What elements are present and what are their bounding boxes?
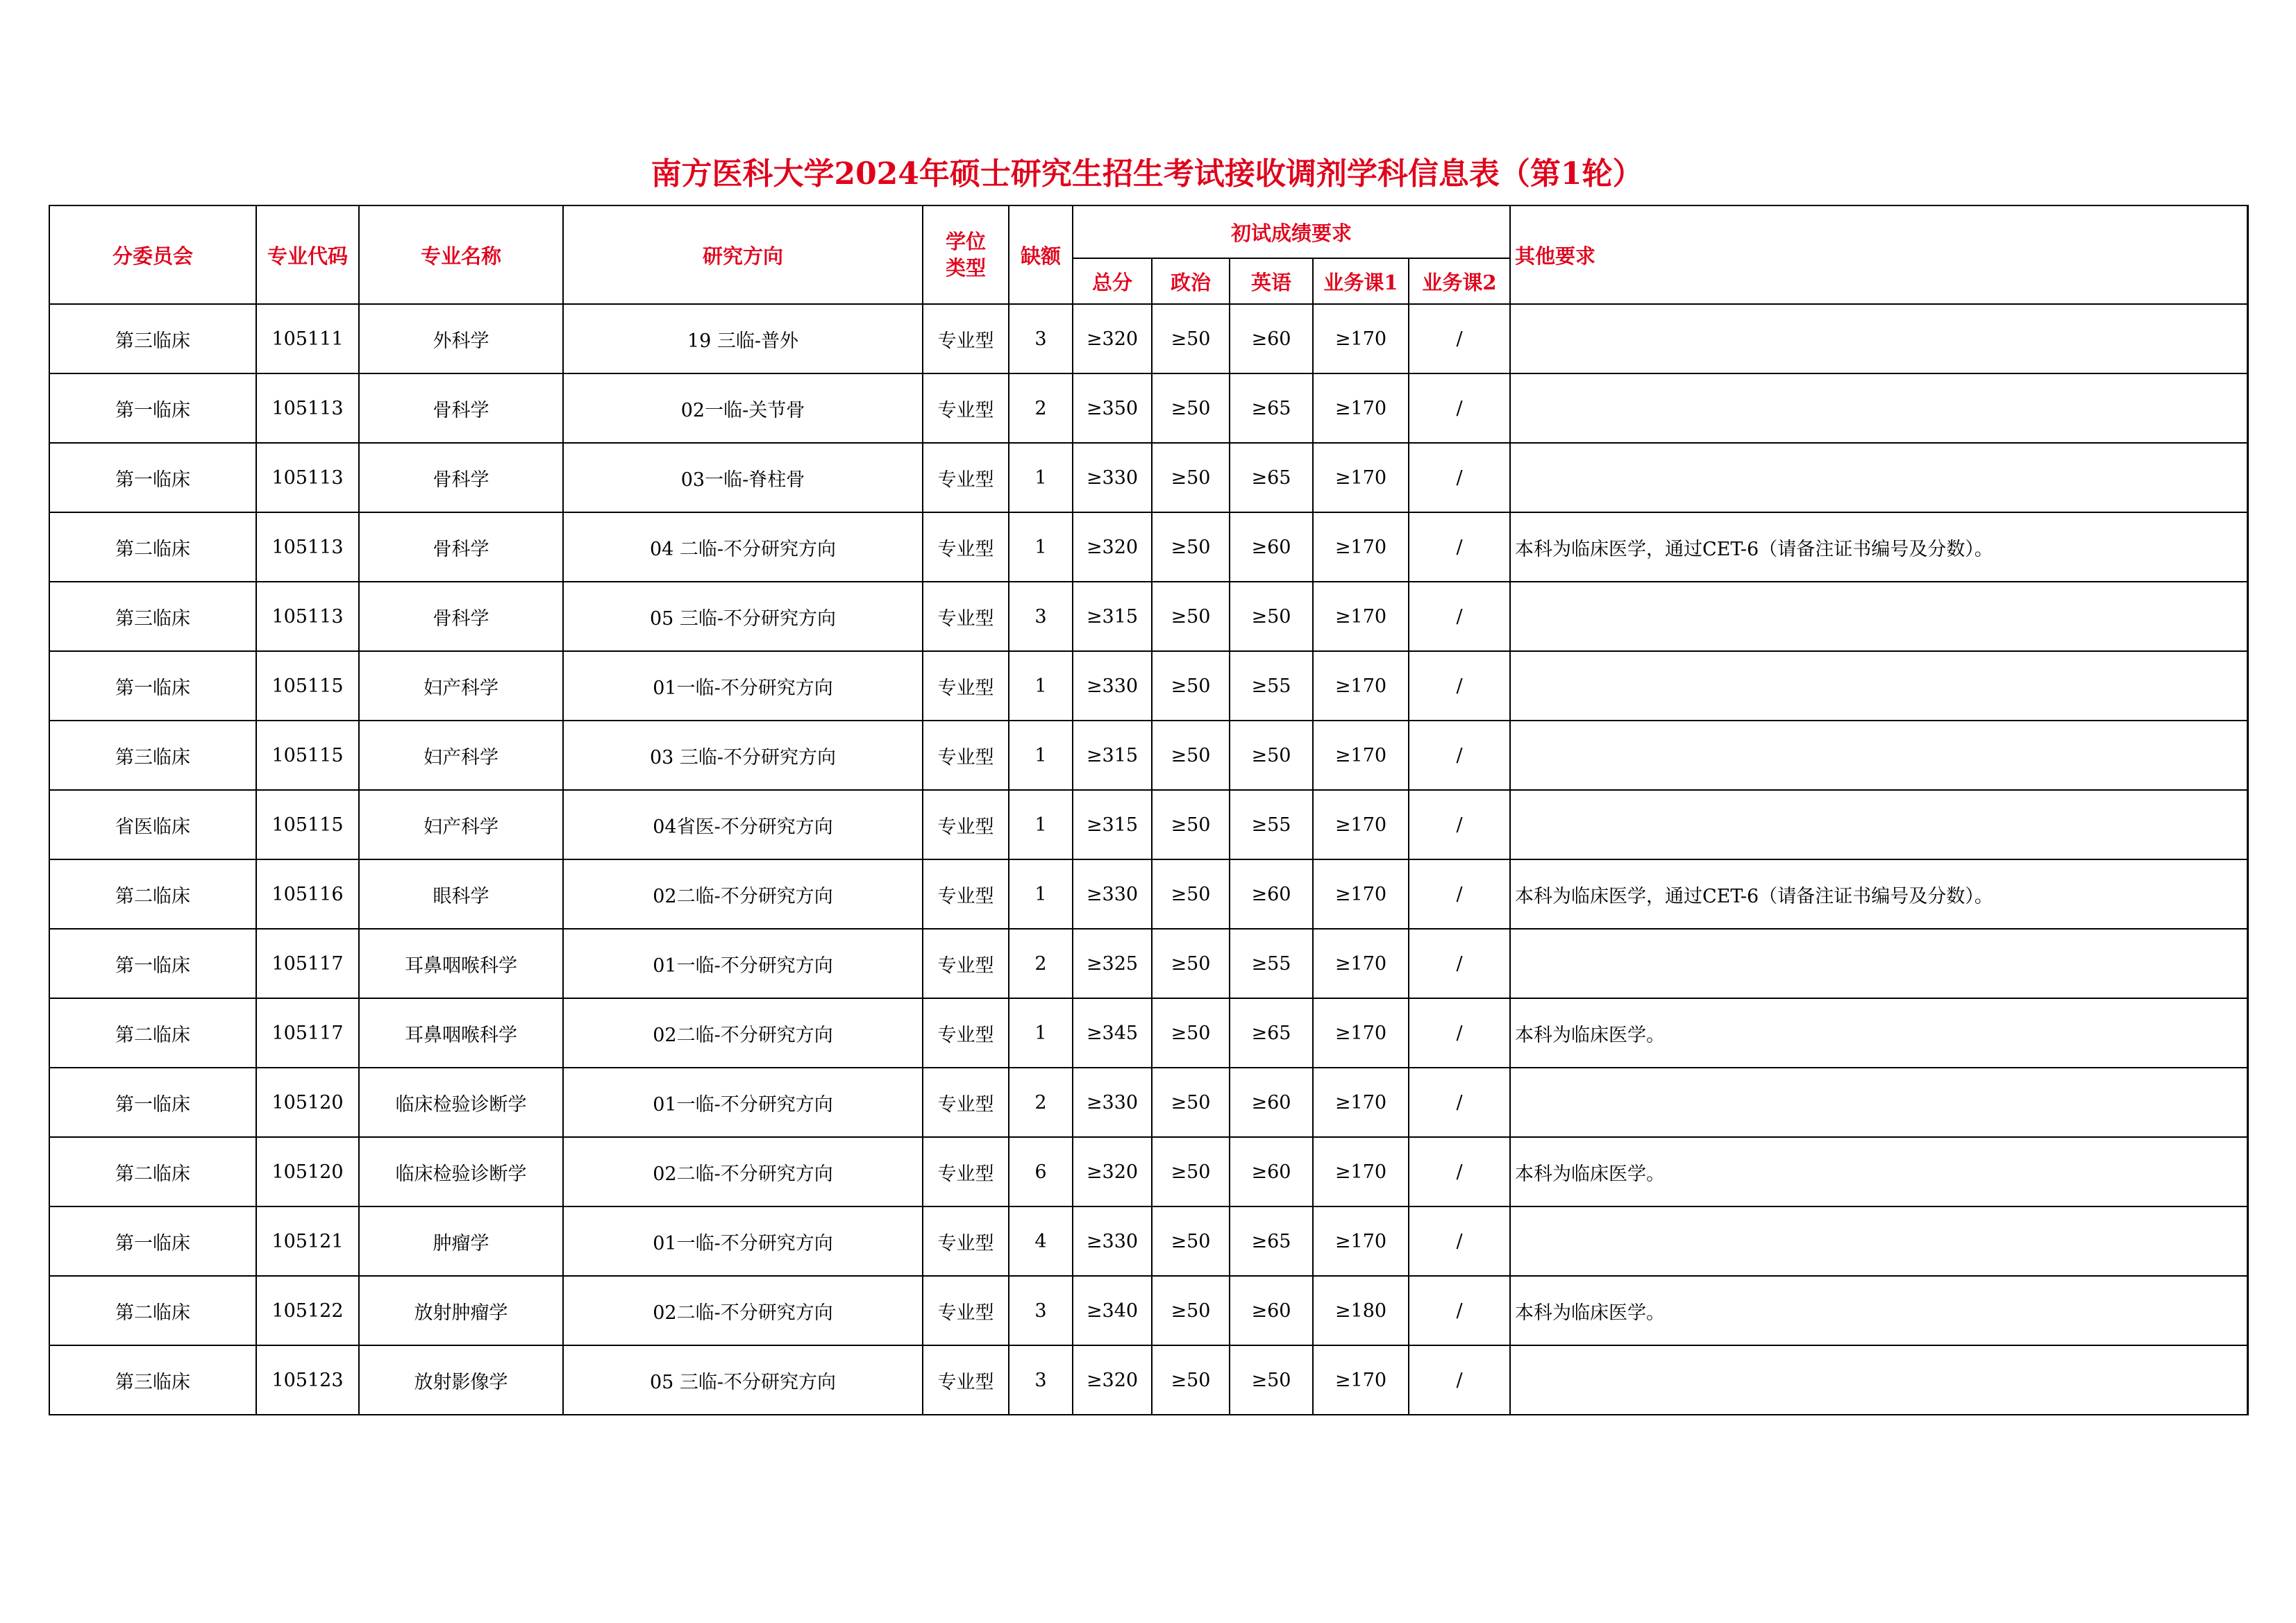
cell-course1-score: ≥170 [1313,1137,1409,1206]
cell-name: 放射肿瘤学 [359,1276,563,1345]
cell-course2-score: / [1409,1345,1510,1415]
cell-committee: 第三临床 [49,304,256,373]
cell-english-score: ≥50 [1230,721,1313,790]
cell-committee: 第三临床 [49,721,256,790]
cell-course2-score: / [1409,790,1510,859]
header-degree-type [923,205,1009,304]
cell-name: 妇产科学 [359,790,563,859]
cell-code: 105113 [256,582,359,651]
cell-other-requirements: 本科为临床医学，通过CET-6（请备注证书编号及分数）。 [1510,859,2247,929]
cell-english-score: ≥65 [1230,443,1313,512]
cell-total-score: ≥330 [1073,1068,1152,1137]
table-row [49,304,2247,373]
cell-course2-score: / [1409,1206,1510,1276]
cell-vacancy: 3 [1009,582,1073,651]
cell-committee: 第三临床 [49,582,256,651]
cell-direction: 02二临-不分研究方向 [563,1276,923,1345]
cell-politics-score: ≥50 [1152,651,1230,721]
cell-course1-score: ≥170 [1313,859,1409,929]
cell-committee: 第二临床 [49,512,256,582]
cell-course1-score: ≥170 [1313,304,1409,373]
cell-total-score: ≥320 [1073,1345,1152,1415]
cell-politics-score: ≥50 [1152,1068,1230,1137]
cell-politics-score: ≥50 [1152,1276,1230,1345]
cell-direction: 02二临-不分研究方向 [563,1137,923,1206]
cell-direction: 02二临-不分研究方向 [563,998,923,1068]
header-code: 专业代码 [256,205,359,304]
cell-total-score: ≥315 [1073,790,1152,859]
cell-total-score: ≥325 [1073,929,1152,998]
cell-course2-score: / [1409,998,1510,1068]
cell-direction: 04 二临-不分研究方向 [563,512,923,582]
cell-code: 105115 [256,721,359,790]
cell-course1-score: ≥170 [1313,443,1409,512]
cell-other-requirements [1510,929,2247,998]
cell-degree-type: 专业型 [923,1345,1009,1415]
cell-degree-type: 专业型 [923,1068,1009,1137]
cell-course2-score: / [1409,443,1510,512]
cell-code: 105113 [256,373,359,443]
cell-direction: 01一临-不分研究方向 [563,929,923,998]
header-score-group: 初试成绩要求 [1073,205,1510,258]
cell-politics-score: ≥50 [1152,1345,1230,1415]
cell-vacancy: 6 [1009,1137,1073,1206]
cell-name: 耳鼻咽喉科学 [359,929,563,998]
cell-total-score: ≥320 [1073,1137,1152,1206]
cell-politics-score: ≥50 [1152,443,1230,512]
cell-politics-score: ≥50 [1152,1137,1230,1206]
cell-english-score: ≥50 [1230,582,1313,651]
table-row [49,1206,2247,1276]
cell-other-requirements: 本科为临床医学。 [1510,1276,2247,1345]
cell-politics-score: ≥50 [1152,512,1230,582]
cell-total-score: ≥330 [1073,1206,1152,1276]
cell-course1-score: ≥170 [1313,1068,1409,1137]
cell-english-score: ≥65 [1230,373,1313,443]
header-degree-line1: 学位 [945,230,986,253]
cell-course2-score: / [1409,651,1510,721]
cell-course2-score: / [1409,304,1510,373]
cell-code: 105121 [256,1206,359,1276]
cell-politics-score: ≥50 [1152,721,1230,790]
cell-name: 肿瘤学 [359,1206,563,1276]
cell-course2-score: / [1409,1137,1510,1206]
cell-degree-type: 专业型 [923,721,1009,790]
cell-name: 耳鼻咽喉科学 [359,998,563,1068]
cell-committee: 第二临床 [49,1276,256,1345]
cell-direction: 02一临-关节骨 [563,373,923,443]
cell-course2-score: / [1409,582,1510,651]
cell-politics-score: ≥50 [1152,929,1230,998]
table-row [49,1276,2247,1345]
cell-code: 105113 [256,443,359,512]
cell-direction: 03 三临-不分研究方向 [563,721,923,790]
cell-english-score: ≥60 [1230,859,1313,929]
cell-code: 105120 [256,1068,359,1137]
cell-name: 骨科学 [359,373,563,443]
table-row [49,582,2247,651]
cell-other-requirements [1510,582,2247,651]
cell-degree-type: 专业型 [923,1137,1009,1206]
cell-degree-type: 专业型 [923,443,1009,512]
cell-english-score: ≥55 [1230,651,1313,721]
cell-total-score: ≥350 [1073,373,1152,443]
table-row [49,790,2247,859]
cell-total-score: ≥330 [1073,651,1152,721]
cell-english-score: ≥60 [1230,512,1313,582]
cell-code: 105111 [256,304,359,373]
cell-politics-score: ≥50 [1152,998,1230,1068]
cell-total-score: ≥320 [1073,304,1152,373]
cell-name: 骨科学 [359,582,563,651]
cell-course2-score: / [1409,373,1510,443]
cell-other-requirements [1510,304,2247,373]
cell-english-score: ≥60 [1230,1137,1313,1206]
cell-vacancy: 1 [1009,512,1073,582]
cell-name: 临床检验诊断学 [359,1068,563,1137]
cell-vacancy: 1 [1009,790,1073,859]
cell-vacancy: 4 [1009,1206,1073,1276]
table-row [49,651,2247,721]
cell-politics-score: ≥50 [1152,582,1230,651]
cell-name: 骨科学 [359,512,563,582]
cell-vacancy: 1 [1009,721,1073,790]
cell-code: 105123 [256,1345,359,1415]
cell-vacancy: 2 [1009,1068,1073,1137]
cell-vacancy: 3 [1009,304,1073,373]
cell-english-score: ≥50 [1230,1345,1313,1415]
header-committee: 分委员会 [49,205,256,304]
cell-other-requirements [1510,790,2247,859]
table-row [49,373,2247,443]
cell-english-score: ≥60 [1230,1276,1313,1345]
cell-direction: 05 三临-不分研究方向 [563,1345,923,1415]
cell-degree-type: 专业型 [923,651,1009,721]
cell-course1-score: ≥170 [1313,721,1409,790]
cell-degree-type: 专业型 [923,1206,1009,1276]
table-row [49,1345,2247,1415]
table-row [49,998,2247,1068]
cell-name: 临床检验诊断学 [359,1137,563,1206]
header-other: 其他要求 [1510,205,2247,304]
cell-total-score: ≥330 [1073,443,1152,512]
cell-total-score: ≥340 [1073,1276,1152,1345]
cell-course2-score: / [1409,512,1510,582]
cell-other-requirements [1510,443,2247,512]
cell-code: 105122 [256,1276,359,1345]
header-degree-line2: 类型 [945,256,986,280]
cell-total-score: ≥315 [1073,721,1152,790]
table-row [49,859,2247,929]
cell-other-requirements [1510,721,2247,790]
cell-code: 105116 [256,859,359,929]
cell-degree-type: 专业型 [923,790,1009,859]
cell-direction: 01一临-不分研究方向 [563,1068,923,1137]
cell-other-requirements [1510,373,2247,443]
cell-politics-score: ≥50 [1152,1206,1230,1276]
cell-committee: 第二临床 [49,859,256,929]
cell-committee: 第二临床 [49,1137,256,1206]
cell-committee: 第一临床 [49,651,256,721]
cell-committee: 第二临床 [49,998,256,1068]
cell-direction: 02二临-不分研究方向 [563,859,923,929]
cell-other-requirements [1510,1068,2247,1137]
cell-course2-score: / [1409,1276,1510,1345]
table-body [49,304,2247,1415]
cell-english-score: ≥60 [1230,1068,1313,1137]
cell-other-requirements [1510,651,2247,721]
cell-english-score: ≥55 [1230,929,1313,998]
cell-direction: 19 三临-普外 [563,304,923,373]
page-title: 南方医科大学2024年硕士研究生招生考试接收调剂学科信息表（第1轮） [651,156,1643,192]
cell-direction: 05 三临-不分研究方向 [563,582,923,651]
cell-degree-type: 专业型 [923,582,1009,651]
cell-committee: 第一临床 [49,443,256,512]
cell-committee: 第一临床 [49,929,256,998]
header-politics: 政治 [1152,258,1230,304]
cell-vacancy: 2 [1009,373,1073,443]
cell-degree-type: 专业型 [923,929,1009,998]
header-vacancy: 缺额 [1009,205,1073,304]
cell-course1-score: ≥170 [1313,998,1409,1068]
cell-name: 眼科学 [359,859,563,929]
cell-total-score: ≥320 [1073,512,1152,582]
cell-vacancy: 1 [1009,651,1073,721]
cell-other-requirements: 本科为临床医学。 [1510,1137,2247,1206]
cell-course2-score: / [1409,929,1510,998]
cell-code: 105115 [256,790,359,859]
cell-code: 105115 [256,651,359,721]
header-row-1 [49,205,2247,258]
cell-degree-type: 专业型 [923,373,1009,443]
cell-other-requirements: 本科为临床医学，通过CET-6（请备注证书编号及分数）。 [1510,512,2247,582]
cell-course1-score: ≥170 [1313,373,1409,443]
cell-degree-type: 专业型 [923,1276,1009,1345]
cell-vacancy: 1 [1009,998,1073,1068]
cell-direction: 03一临-脊柱骨 [563,443,923,512]
cell-degree-type: 专业型 [923,304,1009,373]
cell-other-requirements: 本科为临床医学。 [1510,998,2247,1068]
header-total: 总分 [1073,258,1152,304]
cell-vacancy: 3 [1009,1345,1073,1415]
cell-degree-type: 专业型 [923,512,1009,582]
table-row [49,512,2247,582]
adjustment-table [49,205,2249,1415]
cell-english-score: ≥60 [1230,304,1313,373]
cell-politics-score: ≥50 [1152,304,1230,373]
cell-name: 骨科学 [359,443,563,512]
cell-vacancy: 1 [1009,443,1073,512]
cell-total-score: ≥330 [1073,859,1152,929]
cell-politics-score: ≥50 [1152,790,1230,859]
cell-course1-score: ≥170 [1313,1206,1409,1276]
cell-code: 105117 [256,929,359,998]
cell-direction: 01一临-不分研究方向 [563,1206,923,1276]
cell-other-requirements [1510,1206,2247,1276]
cell-committee: 第一临床 [49,1206,256,1276]
cell-total-score: ≥345 [1073,998,1152,1068]
cell-english-score: ≥55 [1230,790,1313,859]
cell-course1-score: ≥170 [1313,790,1409,859]
cell-course1-score: ≥170 [1313,512,1409,582]
cell-course1-score: ≥170 [1313,582,1409,651]
cell-vacancy: 3 [1009,1276,1073,1345]
cell-english-score: ≥65 [1230,1206,1313,1276]
cell-politics-score: ≥50 [1152,373,1230,443]
cell-name: 妇产科学 [359,651,563,721]
cell-code: 105113 [256,512,359,582]
cell-other-requirements [1510,1345,2247,1415]
cell-direction: 01一临-不分研究方向 [563,651,923,721]
table-row [49,1068,2247,1137]
cell-committee: 第一临床 [49,373,256,443]
cell-english-score: ≥65 [1230,998,1313,1068]
cell-vacancy: 2 [1009,929,1073,998]
cell-code: 105120 [256,1137,359,1206]
cell-total-score: ≥315 [1073,582,1152,651]
cell-course1-score: ≥180 [1313,1276,1409,1345]
table-row [49,443,2247,512]
cell-politics-score: ≥50 [1152,859,1230,929]
cell-code: 105117 [256,998,359,1068]
table-row [49,721,2247,790]
cell-course2-score: / [1409,859,1510,929]
cell-name: 外科学 [359,304,563,373]
cell-direction: 04省医-不分研究方向 [563,790,923,859]
header-name: 专业名称 [359,205,563,304]
header-course2: 业务课2 [1409,258,1510,304]
cell-committee: 第三临床 [49,1345,256,1415]
cell-course1-score: ≥170 [1313,651,1409,721]
cell-degree-type: 专业型 [923,998,1009,1068]
cell-name: 放射影像学 [359,1345,563,1415]
cell-course1-score: ≥170 [1313,1345,1409,1415]
cell-name: 妇产科学 [359,721,563,790]
cell-vacancy: 1 [1009,859,1073,929]
header-direction: 研究方向 [563,205,923,304]
header-course1: 业务课1 [1313,258,1409,304]
table-row [49,1137,2247,1206]
table-row [49,929,2247,998]
cell-course2-score: / [1409,721,1510,790]
cell-course2-score: / [1409,1068,1510,1137]
cell-committee: 省医临床 [49,790,256,859]
cell-committee: 第一临床 [49,1068,256,1137]
cell-course1-score: ≥170 [1313,929,1409,998]
cell-degree-type: 专业型 [923,859,1009,929]
header-english: 英语 [1230,258,1313,304]
